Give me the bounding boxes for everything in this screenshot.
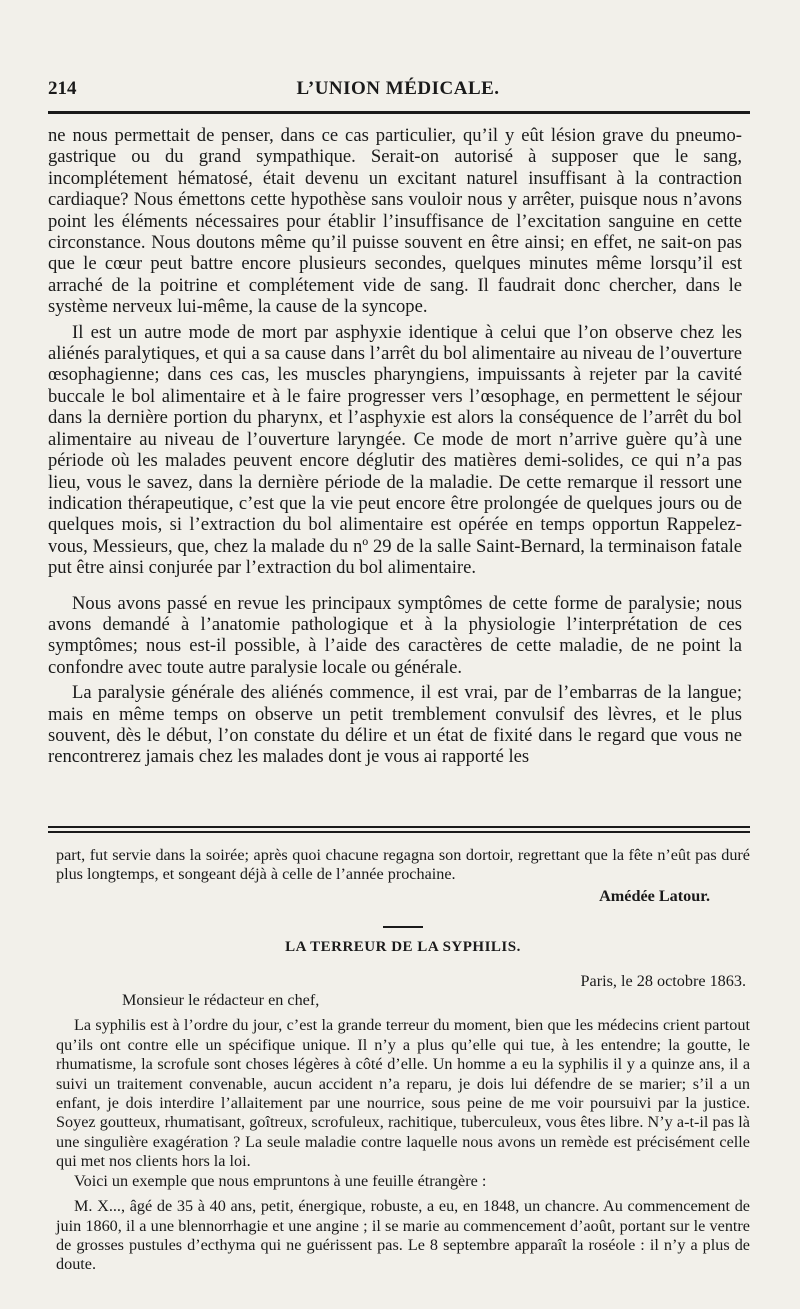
main-article bbox=[48, 125, 742, 768]
feuilleton bbox=[56, 846, 750, 1275]
section-title: LA TERREUR DE LA SYPHILIS. bbox=[285, 939, 521, 956]
feuilleton-closing-text: part, fut servie dans la soirée; après quoi chacune regagna son dortoir, regrettant que la fête n’eût pas duré plus longtemps, et songeant déjà à celle de l’année prochaine. bbox=[56, 846, 750, 884]
article-paragraph: Il est un autre mode de mort par asphyxie identique à celui que l’on observe chez les aliénés paralytiques, et qui a sa cause dans l’arrêt du bol alimentaire au niveau de l’ouverture œsophagienne; dans ces cas, les muscles pharyngiens, impuissants à rejeter par la cavité buccale le bol alimentaire et à le faire progresser vers l’œsophage, en permettent le séjour dans la dernière portion du pharynx, et l’asphyxie est alors la conséquence de l’arrêt du bol alimentaire au niveau de l’ouverture laryngée. Ce mode de mort n’arrive guère qu’à une période où les malades peuvent encore déglutir des matières demi-solides, ce qui n’a pas lieu, vous le savez, dans la dernière période de la maladie. De cette remarque il ressort une indication thérapeutique, c’est que la vie peut encore être prolongée de quelques jours ou de quelques mois, si l’extraction du bol alimentaire est opérée en temps opportun Rappelez-vous, Messieurs, que, chez la malade du nº 29 de la salle Saint-Bernard, la terminaison fatale put être ainsi conjurée par l’extraction du bol alimentaire. bbox=[48, 321, 742, 579]
letter-dateline: Paris, le 28 octobre 1863. bbox=[580, 971, 746, 990]
running-title: L’UNION MÉDICALE. bbox=[296, 78, 500, 99]
page-number: 214 bbox=[48, 78, 77, 99]
letter-paragraph: La syphilis est à l’ordre du jour, c’est la grande terreur du moment, bien que les médecins crient partout qu’ils ont contre elle un spécifique unique. Il n’y a plus qu’elle qui tue, à les entendre; la goutte, le rhumatisme, la scrofule sont choses légères à côté d’elle. Un homme a eu la syphilis il y a quinze ans, il a suivi un traitement convenable, aucun accident n’a reparu, je dois lui défendre de se marier; s’il a un enfant, je dois interdire l’allaitement par une nourrice, sous peine de me voir poursuivi par la justice. Soyez goutteux, rhumatisant, goîtreux, scrofuleux, rachitique, tuberculeux, vous êtes libre. N’y a-t-il pas là une singulière exagération ? La seule maladie contre laquelle nous avons un remède est précisément celle qui met nos clients hors la loi. bbox=[56, 1016, 750, 1171]
letter-paragraph: Voici un exemple que nous empruntons à une feuille étrangère : bbox=[74, 1171, 487, 1190]
author-signature: Amédée Latour. bbox=[599, 886, 710, 905]
header-rule bbox=[48, 111, 750, 114]
letter-salutation: Monsieur le rédacteur en chef, bbox=[122, 991, 320, 1010]
section-divider bbox=[383, 926, 423, 928]
page-header bbox=[48, 78, 748, 108]
article-paragraph: Nous avons passé en revue les principaux symptômes de cette forme de paralysie; nous avons demandé à l’anatomie pathologique et à la physiologie l’interprétation de ces symptômes; nous est-il possible, à l’aide des caractères de cette maladie, de ne point la confondre avec toute autre paralysie locale ou générale. bbox=[48, 592, 742, 678]
article-paragraph: La paralysie générale des aliénés commence, il est vrai, par de l’embarras de la langue; mais en même temps on observe un petit tremblement convulsif des lèvres, et le plus souvent, dès le début, l’on constate du délire et un état de fixité dans le regard que vous ne rencontrerez jamais chez les malades dont je vous ai rapporté les bbox=[48, 682, 742, 768]
letter-paragraph: M. X..., âgé de 35 à 40 ans, petit, énergique, robuste, a eu, en 1848, un chancre. Au commencement de juin 1860, il a une blennorrhagie et une angine ; il se marie au commencement d’août, portant sur le ventre de grosses pustules d’ecthyma qui ne guérissent pas. Le 8 septembre apparaît la roséole : il n’y a plus de doute. bbox=[56, 1197, 750, 1274]
feuilleton-separator bbox=[48, 826, 750, 833]
article-paragraph: ne nous permettait de penser, dans ce cas particulier, qu’il y eût lésion grave du pneumo-gastrique ou du grand sympathique. Serait-on autorisé à supposer que le sang, incomplétement hématosé, était devenu un excitant naturel insuffisant à la contraction cardiaque? Nous émettons cette hypothèse sans vouloir nous y arrêter, puisque nous n’avons point les éléments nécessaires pour établir l’insuffisance de l’excitation sanguine en cette circonstance. Nous doutons même qu’il puisse souvent en être ainsi; en effet, ne sait-on pas que le cœur peut battre encore plusieurs secondes, quelques minutes même lorsqu’il est arraché de la poitrine et complétement vide de sang. Il faudrait donc chercher, dans le système nerveux lui-même, la cause de la syncope. bbox=[48, 125, 742, 318]
